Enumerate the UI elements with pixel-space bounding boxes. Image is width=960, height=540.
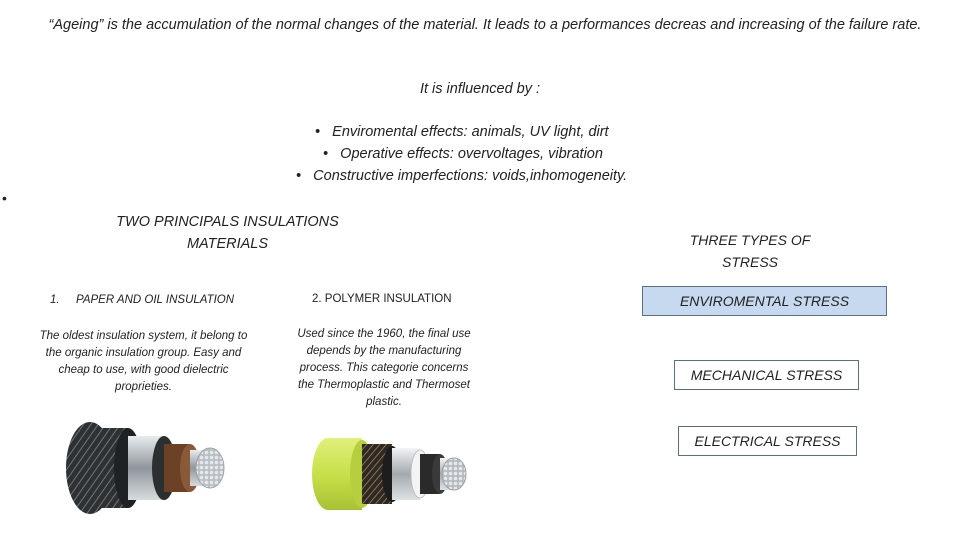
mechanical-stress-box: MECHANICAL STRESS [674, 360, 859, 390]
bullet-text: Enviromental effects: animals, UV light, dirt [332, 124, 609, 140]
paper-oil-cable-image [64, 420, 234, 516]
bullet-enviromental [315, 124, 609, 140]
bullet-glyph: • [323, 146, 329, 162]
electrical-stress-box: ELECTRICAL STRESS [678, 426, 857, 456]
paper-oil-title: PAPER AND OIL INSULATION [76, 294, 235, 306]
bullet-text: Operative effects: overvoltages, vibration [340, 146, 603, 162]
three-types-heading: THREE TYPES OF STRESS [689, 232, 811, 270]
bullet-glyph: • [296, 168, 302, 184]
polymer-description: Used since the 1960, the final use depends by the manufacturing process. This categorie concerns the Thermoplastic and Thermoset plastic. [297, 328, 471, 408]
polymer-heading: 2. POLYMER INSULATION [312, 293, 452, 305]
influenced-by-heading: It is influenced by : [419, 81, 541, 97]
enviromental-stress-box: ENVIROMENTAL STRESS [642, 286, 887, 316]
paper-oil-heading [50, 294, 234, 306]
stray-bullet: • [2, 190, 7, 206]
bullet-operative [323, 146, 603, 162]
bullet-constructive [296, 168, 627, 184]
paper-oil-description: The oldest insulation system, it belong to the organic insulation group. Easy and cheap to use, with good dielectric proprieties. [39, 330, 248, 393]
paper-oil-number: 1. [50, 294, 60, 306]
intro-paragraph: “Ageing” is the accumulation of the normal changes of the material. It leads to a performances decreas and increasing of the failure rate. [48, 17, 922, 33]
polymer-cable-image [308, 436, 473, 512]
two-principals-heading: TWO PRINCIPALS INSULATIONS MATERIALS [116, 214, 339, 252]
bullet-text: Constructive imperfections: voids,inhomogeneity. [313, 168, 628, 184]
bullet-glyph: • [315, 124, 321, 140]
